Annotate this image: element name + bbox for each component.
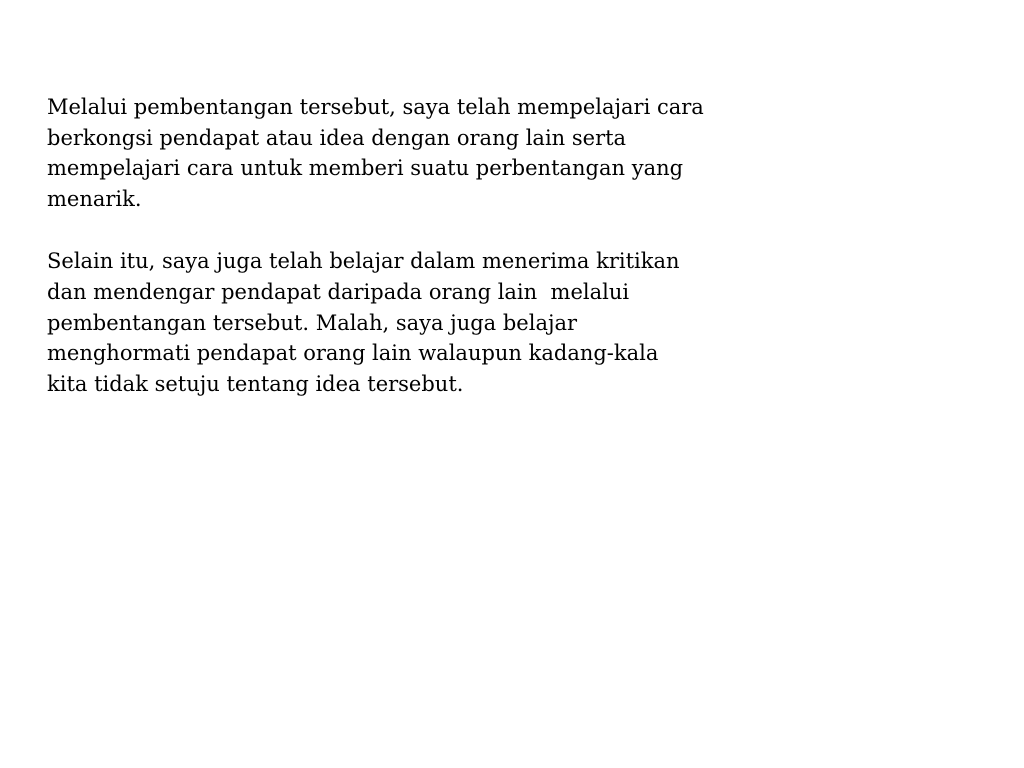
paragraph-2	[47, 246, 867, 399]
paragraph-line: kita tidak setuju tentang idea tersebut.	[47, 371, 464, 396]
paragraph-line: berkongsi pendapat atau idea dengan orang lain serta	[47, 125, 627, 150]
paragraph-line: dan mendengar pendapat daripada orang lain melalui	[47, 279, 630, 304]
paragraph-line: menarik.	[47, 186, 142, 211]
paragraph-line: mempelajari cara untuk memberi suatu perbentangan yang	[47, 156, 684, 181]
paragraph-line: Melalui pembentangan tersebut, saya telah mempelajari cara	[47, 95, 704, 119]
paragraph-gap	[47, 214, 867, 246]
paragraph-line: Selain itu, saya juga telah belajar dalam menerima kritikan	[47, 249, 680, 274]
paragraph-line: pembentangan tersebut. Malah, saya juga belajar	[47, 310, 578, 335]
slide-text-block	[47, 92, 867, 399]
paragraph-line: menghormati pendapat orang lain walaupun kadang-kala	[47, 341, 659, 366]
paragraph-1	[47, 92, 867, 214]
